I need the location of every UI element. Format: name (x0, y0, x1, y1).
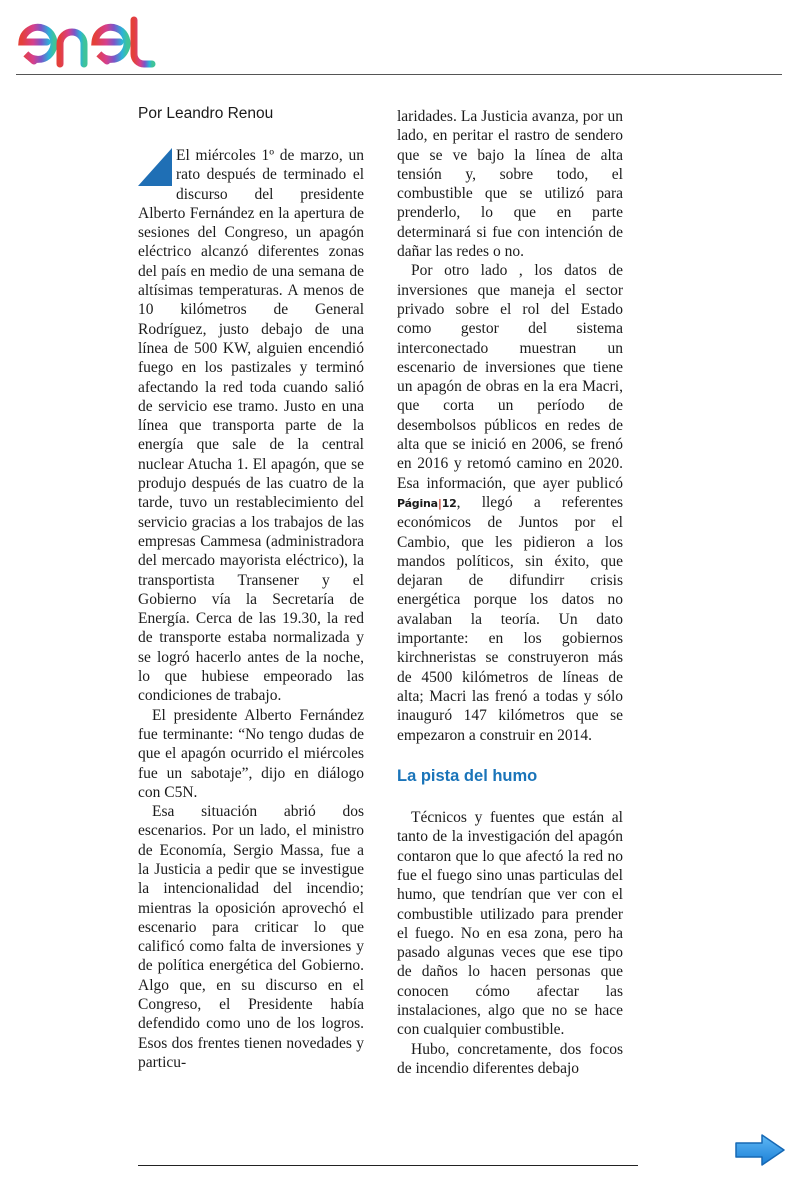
article-paragraph: Técnicos y fuentes que están al tanto de la investigación del apagón contaron que lo que afectó la red no fue el fuego sino unas particulas del humo, que tendrían que ver con el combustible utilizado para prender el fuego. No en esa zona, pero ha pasado algunas veces que ese tipo de daños lo hacen personas que conocen cómo afectar las instalaciones, algo que no se hace con cualquier combustible. (397, 809, 623, 1039)
section-heading: La pista del humo (397, 766, 538, 785)
article-paragraph: Esa situación abrió dos escenarios. Por un lado, el ministro de Economía, Sergio Massa, fue a la Justicia a pedir que se investigue la intencionalidad del incendio; mientras la oposición aprovechó el escenario para criticar lo que calificó como falta de inversiones y de política energética del Gobierno. Algo que, en su discurso en el Congreso, el Presidente había defendido como uno de los logros. Esos dos frentes tienen novedades y particu- (138, 803, 364, 1071)
article-paragraph (397, 261, 623, 744)
pagina12-logo-number: 12 (441, 496, 457, 510)
header-rule (16, 74, 782, 75)
byline: Por Leandro Renou (138, 105, 274, 122)
next-page-button[interactable] (734, 1133, 786, 1167)
pagina12-logo-name: Página (397, 496, 438, 510)
footer-rule (138, 1165, 638, 1166)
pagina12-logo-bar: | (437, 496, 442, 510)
pagina12-logo (397, 497, 457, 510)
article-paragraph: laridades. La Justicia avanza, por un lado, en peritar el rastro de sendero que se ve bajo la línea de alta tensión y, sobre todo, el combustible que se utilizó para prenderlo, lo que en parte determinará si fue con intención de dañar las redes o no. (397, 108, 623, 261)
enel-logo-icon (16, 16, 171, 68)
article-column-2 (397, 107, 623, 1078)
drop-cap-triangle-icon (138, 148, 172, 186)
article-column-1 (138, 146, 364, 1072)
next-page-arrow-icon (734, 1133, 786, 1167)
paragraph-text: , llegó a referentes económicos de Juntos por el Cambio, que les pidieron a los mandos políticos, sin éxito, que dejaran de difundirr crisis energética porque los datos no avalaban la teoría. Un dato importante: en los gobiernos kirchneristas se construyeron más de 4500 kilómetros de líneas de alta; Macri las frenó a todas y sólo inauguró 147 kilómetros que se empezaron a construir en 2014. (397, 493, 623, 744)
paragraph-text: El miércoles 1º de marzo, un rato después de terminado el discurso del presidente Alberto Fernández en la apertura de sesiones del Congreso, un apagón eléctrico alcanzó diferentes zonas del país en medio de una semana de altísimas temperaturas. A menos de 10 kilómetros de General Rodríguez, justo debajo de una línea de 500 KW, alguien encendió fuego en los pastizales y terminó afectando la red toda cuando salió de servicio ese tramo. Justo en una línea que transporta parte de la energía que sale de la central nuclear Atucha 1. El apagón, que se produjo después de las cuatro de la tarde, tuvo un restablecimiento del servicio gracias a los trabajos de las empresas Cammesa (administradora del mercado mayorista eléctrico), la transportista Transener y el Gobierno vía la Secretaría de Energía. Cerca de las 19.30, la red de transporte estaba normalizada y se logró hacerlo antes de la noche, lo que hubiese empeorado las condiciones de trabajo. (138, 147, 364, 705)
article-paragraph: Hubo, concretamente, dos focos de incendio diferentes debajo (397, 1040, 623, 1077)
paragraph-text: Por otro lado , los datos de inversiones que maneja el sector privado sobre el rol del Estado como gestor del sistema interconectado muestran un escenario de inversiones que tiene un apagón de obras en la era Macri, que corta un período de desembolsos públicos en redes de alta que se inició en 2006, se frenó en 2016 y retomó camino en 2020. Esa información, que ayer publicó (397, 262, 623, 492)
article-paragraph: El presidente Alberto Fernández fue terminante: “No tengo dudas de que el apagón ocurrido el miércoles fue un sabotaje”, dijo en diálogo con C5N. (138, 706, 364, 801)
article-paragraph (138, 146, 364, 706)
enel-logo (16, 16, 171, 68)
